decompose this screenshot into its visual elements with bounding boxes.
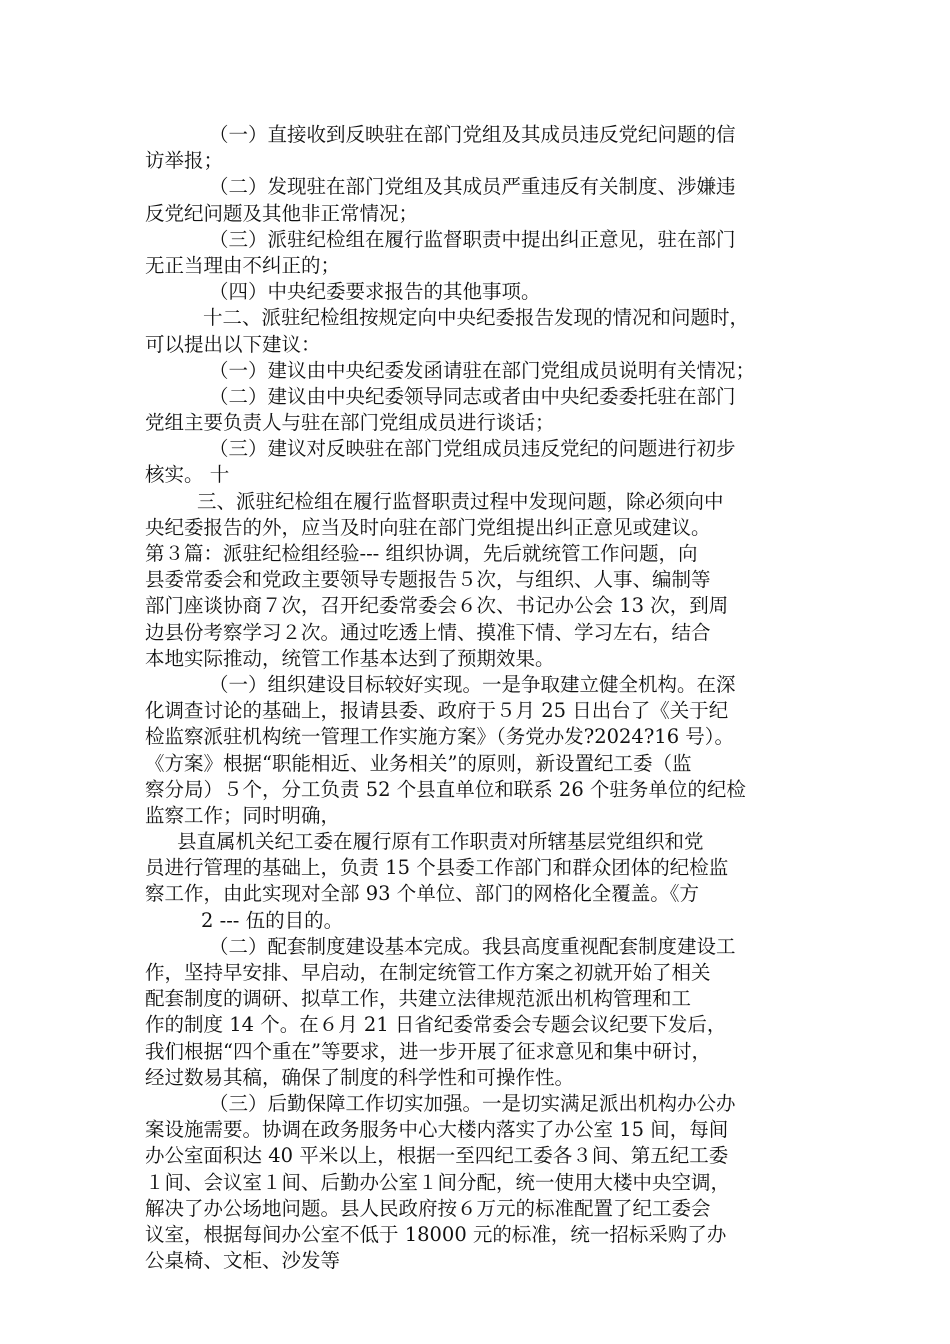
text-line: 县委常委会和党政主要领导专题报告５次，与组织、人事、编制等: [145, 568, 711, 592]
text-line: 本地实际推动，统管工作基本达到了预期效果。: [145, 646, 555, 670]
text-line: 监察工作；同时明确，: [145, 803, 341, 827]
text-line: 察工作，由此实现对全部 93 个单位、部门的网格化全覆盖。《方: [145, 882, 699, 906]
text-line: （三）建议对反映驻在部门党组成员违反党纪的问题进行初步: [209, 437, 736, 461]
text-line: 员进行管理的基础上，负责 15 个县委工作部门和群众团体的纪检监: [145, 856, 729, 880]
text-line: 第３篇：派驻纪检组经验--- 组织协调，先后就统管工作问题，向: [145, 542, 698, 565]
text-line: （二）配套制度建设基本完成。我县高度重视配套制度建设工: [209, 934, 736, 958]
text-line: 三、派驻纪检组在履行监督职责过程中发现问题，除必须向中: [197, 489, 724, 513]
text-line: 案设施需要。协调在政务服务中心大楼内落实了办公室 15 间，每间: [145, 1118, 729, 1142]
text-line: 配套制度的调研、拟草工作，共建立法律规范派出机构管理和工: [145, 987, 692, 1011]
text-line: 经过数易其稿，确保了制度的科学性和可操作性。: [145, 1065, 575, 1089]
text-line: 核实。 十: [145, 463, 230, 487]
text-line: 办公室面积达 40 平米以上，根据一至四纪工委各３间、第五纪工委: [145, 1144, 729, 1168]
text-line: 公桌椅、文柜、沙发等: [145, 1249, 341, 1273]
text-line: 县直属机关纪工委在履行原有工作职责对所辖基层党组织和党: [177, 830, 704, 854]
text-line: 作的制度 14 个。在６月 21 日省纪委常委会专题会议纪要下发后，: [145, 1013, 727, 1037]
text-line: 作，坚持早安排、早启动，在制定统管工作方案之初就开始了相关: [145, 961, 711, 984]
text-line: 反党纪问题及其他非正常情况；: [145, 201, 419, 225]
text-line: １间、会议室１间、后勤办公室１间分配，统一使用大楼中央空调，: [145, 1170, 731, 1194]
text-line: 边县份考察学习２次。通过吃透上情、摸准下情、学习左右，结合: [145, 620, 711, 644]
text-line: （二）建议由中央纪委领导同志或者由中央纪委委托驻在部门: [209, 384, 736, 408]
text-line: 议室，根据每间办公室不低于 18000 元的标准，统一招标采购了办: [145, 1222, 727, 1246]
text-line: 部门座谈协商７次，召开纪委常委会６次、书记办公会 13 次，到周: [145, 594, 729, 618]
text-line: （三）派驻纪检组在履行监督职责中提出纠正意见，驻在部门: [209, 227, 736, 251]
text-line: 检监察派驻机构统一管理工作实施方案》（务党办发?2024?16 号）。: [145, 725, 735, 749]
text-line: 访举报；: [145, 149, 224, 173]
text-line: 央纪委报告的外，应当及时向驻在部门党组提出纠正意见或建议。: [145, 515, 711, 539]
text-line: 2 --- 伍的目的。: [201, 908, 344, 932]
text-line: （一）组织建设目标较好实现。一是争取建立健全机构。在深: [209, 672, 736, 696]
text-line: 无正当理由不纠正的；: [145, 253, 341, 277]
text-line: （四）中央纪委要求报告的其他事项。: [209, 280, 541, 304]
text-line: （二）发现驻在部门党组及其成员严重违反有关制度、涉嫌违: [209, 175, 736, 199]
text-line: 党组主要负责人与驻在部门党组成员进行谈话；: [145, 411, 555, 435]
text-line: 《方案》根据“职能相近、业务相关”的原则，新设置纪工委（监: [145, 751, 692, 775]
text-line: 解决了办公场地问题。县人民政府按６万元的标准配置了纪工委会: [145, 1196, 711, 1220]
text-line: （一）直接收到反映驻在部门党组及其成员违反党纪问题的信: [209, 123, 736, 146]
text-line: 化调查讨论的基础上，报请县委、政府于５月 25 日出台了《关于纪: [145, 699, 729, 723]
document-body: [145, 122, 815, 1274]
text-line: 可以提出以下建议：: [145, 332, 321, 356]
text-line: （三）后勤保障工作切实加强。一是切实满足派出机构办公办: [209, 1091, 736, 1115]
text-line: 察分局）５个，分工负责 52 个县直单位和联系 26 个驻务单位的纪检: [145, 777, 746, 801]
text-line: 我们根据“四个重在”等要求，进一步开展了征求意见和集中研讨，: [145, 1039, 711, 1063]
text-line: （一）建议由中央纪委发函请驻在部门党组成员说明有关情况；: [209, 358, 756, 382]
text-line: 十二、派驻纪检组按规定向中央纪委报告发现的情况和问题时，: [203, 306, 750, 330]
